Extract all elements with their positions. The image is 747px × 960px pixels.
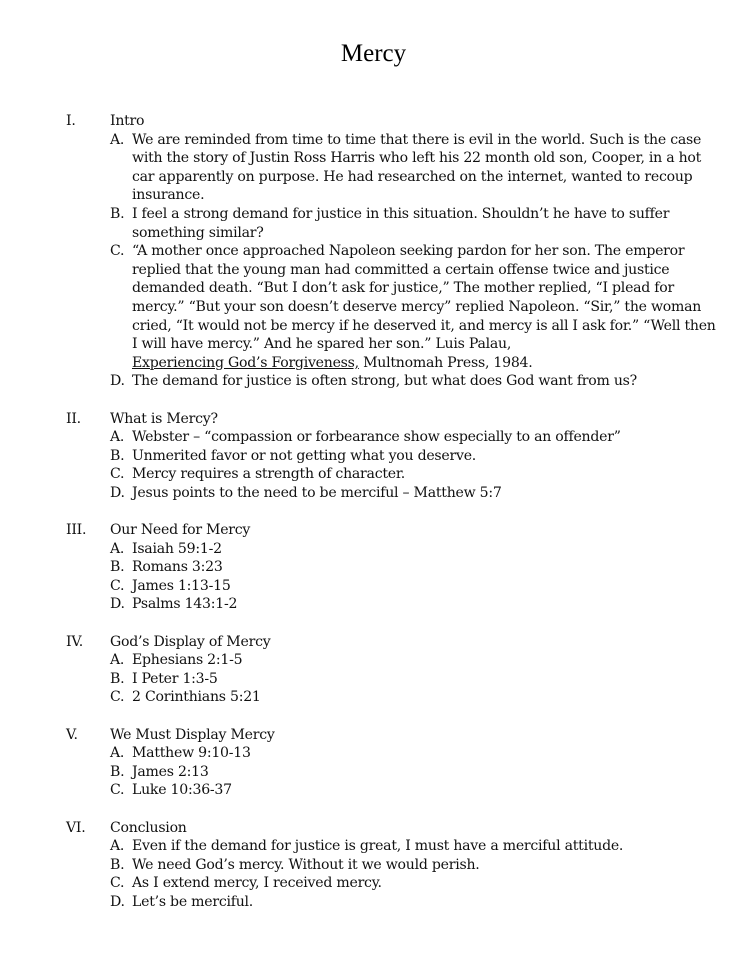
section-gods-display bbox=[66, 633, 716, 707]
book-title: Experiencing God’s Forgiveness, bbox=[132, 354, 359, 371]
list-item bbox=[66, 558, 716, 577]
section-header bbox=[66, 726, 716, 745]
section-what-is-mercy bbox=[66, 410, 716, 503]
list-item bbox=[66, 205, 716, 242]
list-item bbox=[66, 856, 716, 875]
section-heading: We Must Display Mercy bbox=[110, 726, 275, 743]
item-letter: A. bbox=[110, 838, 125, 855]
section-numeral: III. bbox=[66, 522, 87, 539]
list-item bbox=[66, 688, 716, 707]
list-item bbox=[66, 540, 716, 559]
item-text: Let’s be merciful. bbox=[132, 893, 254, 910]
publisher-text: Multnomah Press, 1984. bbox=[358, 354, 533, 371]
list-item bbox=[66, 670, 716, 689]
item-list bbox=[66, 131, 716, 391]
list-item bbox=[66, 744, 716, 763]
item-list bbox=[66, 651, 716, 707]
section-header bbox=[66, 521, 716, 540]
section-numeral: VI. bbox=[66, 819, 86, 836]
list-item bbox=[66, 874, 716, 893]
item-text: James 2:13 bbox=[132, 763, 209, 780]
item-letter: B. bbox=[110, 205, 125, 222]
item-text-quote bbox=[132, 242, 716, 372]
item-list bbox=[66, 428, 716, 502]
item-letter: D. bbox=[110, 373, 125, 390]
item-text: We are reminded from time to time that there is evil in the world. Such is the case with the story of Justin Ross Harris who left his 22 month old son, Cooper, in a hot car apparently on purpose. He had researched on the internet, wanted to recoup insurance. bbox=[132, 131, 702, 204]
item-text: James 1:13-15 bbox=[132, 577, 231, 594]
list-item bbox=[66, 372, 716, 391]
section-header bbox=[66, 410, 716, 429]
item-text: Luke 10:36-37 bbox=[132, 782, 232, 799]
item-list bbox=[66, 837, 716, 911]
section-heading: God’s Display of Mercy bbox=[110, 633, 271, 650]
item-letter: B. bbox=[110, 559, 125, 576]
section-we-must-display bbox=[66, 726, 716, 800]
item-letter: C. bbox=[110, 466, 125, 483]
list-item bbox=[66, 242, 716, 372]
section-header bbox=[66, 819, 716, 838]
item-letter: B. bbox=[110, 447, 125, 464]
section-our-need bbox=[66, 521, 716, 614]
item-text: 2 Corinthians 5:21 bbox=[132, 689, 261, 706]
list-item bbox=[66, 465, 716, 484]
section-numeral: I. bbox=[66, 113, 76, 129]
item-text: I Peter 1:3-5 bbox=[132, 670, 218, 687]
section-heading: What is Mercy? bbox=[110, 410, 218, 427]
item-text: Unmerited favor or not getting what you deserve. bbox=[132, 447, 477, 464]
section-heading: Our Need for Mercy bbox=[110, 522, 251, 539]
item-letter: A. bbox=[110, 429, 125, 446]
list-item bbox=[66, 763, 716, 782]
item-text: Webster – “compassion or forbearance show especially to an offender” bbox=[132, 429, 621, 446]
section-heading: Intro bbox=[110, 113, 145, 129]
section-intro bbox=[66, 112, 716, 391]
quote-text: “A mother once approached Napoleon seeking pardon for her son. The emperor replied that the young man had committed a certain offense twice and justice demanded death. “But I don’t ask for justice,” The mother replied, “I plead for mercy.” “But your son doesn’t deserve mercy” replied Napoleon. “Sir,” the woman cried, “It would not be mercy if he deserved it, and mercy is all I ask for.” “Well then I will have mercy.” And he spared her son.” Luis Palau, bbox=[132, 243, 716, 353]
section-numeral: V. bbox=[66, 726, 78, 743]
item-text: Jesus points to the need to be merciful – Matthew 5:7 bbox=[132, 484, 502, 501]
section-conclusion bbox=[66, 819, 716, 912]
item-letter: D. bbox=[110, 596, 125, 613]
item-text: I feel a strong demand for justice in this situation. Shouldn’t he have to suffer something similar? bbox=[132, 205, 670, 241]
item-list bbox=[66, 540, 716, 614]
section-header bbox=[66, 112, 716, 131]
item-text: Even if the demand for justice is great, I must have a merciful attitude. bbox=[132, 838, 624, 855]
list-item bbox=[66, 837, 716, 856]
list-item bbox=[66, 447, 716, 466]
list-item bbox=[66, 484, 716, 503]
item-text: Ephesians 2:1-5 bbox=[132, 652, 243, 669]
item-letter: B. bbox=[110, 763, 125, 780]
item-text: Matthew 9:10-13 bbox=[132, 745, 251, 762]
section-numeral: II. bbox=[66, 410, 81, 427]
list-item bbox=[66, 131, 716, 205]
item-list bbox=[66, 744, 716, 800]
item-letter: C. bbox=[110, 782, 125, 799]
section-heading: Conclusion bbox=[110, 819, 187, 836]
item-letter: A. bbox=[110, 131, 125, 148]
item-text: Mercy requires a strength of character. bbox=[132, 466, 406, 483]
item-text: The demand for justice is often strong, but what does God want from us? bbox=[132, 373, 637, 390]
item-letter: C. bbox=[110, 875, 125, 892]
item-letter: C. bbox=[110, 689, 125, 706]
item-letter: B. bbox=[110, 670, 125, 687]
list-item bbox=[66, 428, 716, 447]
list-item bbox=[66, 893, 716, 912]
list-item bbox=[66, 651, 716, 670]
list-item bbox=[66, 595, 716, 614]
section-numeral: IV. bbox=[66, 633, 84, 650]
outline bbox=[66, 112, 716, 930]
item-text: Psalms 143:1-2 bbox=[132, 596, 238, 613]
item-letter: A. bbox=[110, 745, 125, 762]
item-letter: D. bbox=[110, 484, 125, 501]
item-letter: A. bbox=[110, 540, 125, 557]
item-text: We need God’s mercy. Without it we would perish. bbox=[132, 856, 480, 873]
item-letter: B. bbox=[110, 856, 125, 873]
section-header bbox=[66, 633, 716, 652]
page-title: Mercy bbox=[340, 40, 407, 67]
item-letter: A. bbox=[110, 652, 125, 669]
item-text: Isaiah 59:1-2 bbox=[132, 540, 222, 557]
item-text: Romans 3:23 bbox=[132, 559, 223, 576]
item-text: As I extend mercy, I received mercy. bbox=[132, 875, 382, 892]
list-item bbox=[66, 781, 716, 800]
item-letter: C. bbox=[110, 243, 125, 260]
list-item bbox=[66, 577, 716, 596]
item-letter: D. bbox=[110, 893, 125, 910]
item-letter: C. bbox=[110, 577, 125, 594]
